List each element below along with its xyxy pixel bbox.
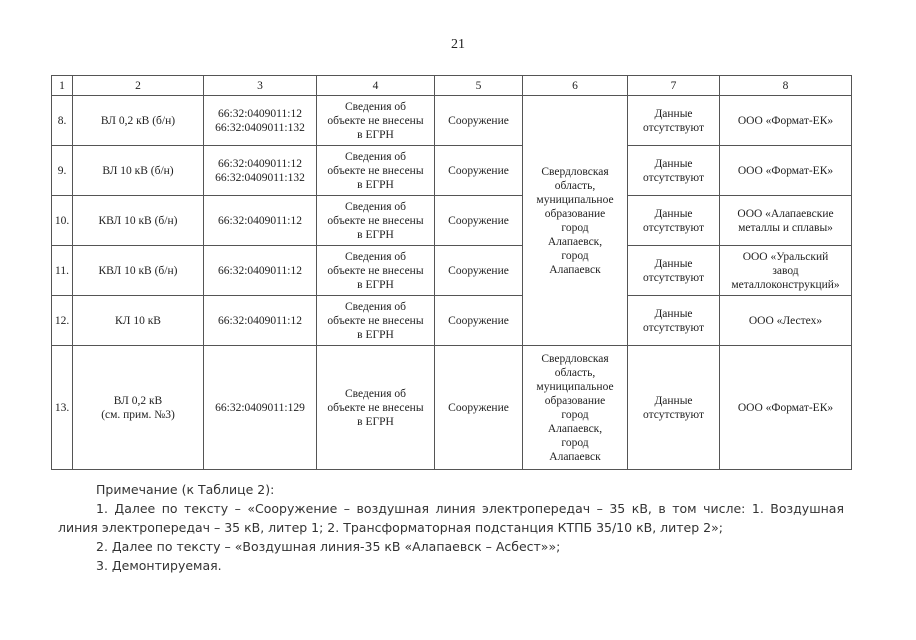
header-cell: 4 bbox=[317, 76, 435, 96]
location-line: город bbox=[561, 408, 589, 421]
note-item: 1. Далее по тексту – «Сооружение – воздушная линия электропередач – 35 кВ, в том числе: 1. Воздушная линия электропередач – 35 кВ, литер 1; 2. Трансформаторная подстанция КТПБ 35/10 кВ, литер 2»; bbox=[58, 501, 844, 535]
egrn-line: Сведения об bbox=[344, 387, 406, 400]
location-cell bbox=[523, 346, 628, 470]
egrn-line: Сведения об bbox=[344, 150, 406, 163]
cadastral-number: 66:32:0409011:12 bbox=[218, 214, 302, 227]
owner-line: ООО «Формат-ЕК» bbox=[737, 401, 834, 414]
egrn-line: объекте не внесены bbox=[327, 401, 424, 414]
object-type-cell: Сооружение bbox=[435, 296, 523, 346]
note-item: 3. Демонтируемая. bbox=[96, 558, 222, 573]
object-name-cell: КВЛ 10 кВ (б/н) bbox=[73, 246, 204, 296]
table-row bbox=[52, 296, 852, 346]
owner-line: завод bbox=[772, 264, 799, 277]
rights-line: Данные bbox=[654, 207, 693, 220]
cadastral-cell bbox=[204, 96, 317, 146]
header-cell: 7 bbox=[628, 76, 720, 96]
row-number-cell: 8. bbox=[52, 96, 73, 146]
row-number-cell: 12. bbox=[52, 296, 73, 346]
rights-line: Данные bbox=[654, 257, 693, 270]
cadastral-number: 66:32:0409011:12 bbox=[218, 107, 302, 120]
owner-line: металлы и сплавы» bbox=[738, 221, 833, 234]
header-cell: 5 bbox=[435, 76, 523, 96]
row-number-cell: 10. bbox=[52, 196, 73, 246]
object-name-cell: КЛ 10 кВ bbox=[73, 296, 204, 346]
egrn-line: объекте не внесены bbox=[327, 164, 424, 177]
cadastral-number: 66:32:0409011:132 bbox=[215, 121, 305, 134]
table-row bbox=[52, 196, 852, 246]
location-merged-cell bbox=[523, 96, 628, 346]
rights-line: Данные bbox=[654, 394, 693, 407]
cadastral-cell bbox=[204, 196, 317, 246]
rights-line: отсутствуют bbox=[642, 171, 704, 184]
object-name-cell: ВЛ 10 кВ (б/н) bbox=[73, 146, 204, 196]
note-item: 2. Далее по тексту – «Воздушная линия-35 кВ «Алапаевск – Асбест»»; bbox=[96, 539, 561, 554]
rights-line: отсутствуют bbox=[642, 221, 704, 234]
egrn-cell bbox=[317, 196, 435, 246]
egrn-line: объекте не внесены bbox=[327, 214, 424, 227]
egrn-cell bbox=[317, 346, 435, 470]
cadastral-cell bbox=[204, 296, 317, 346]
location-line: Свердловская bbox=[541, 352, 609, 365]
egrn-cell bbox=[317, 146, 435, 196]
location-line: Алапаевск bbox=[549, 263, 601, 276]
cadastral-number: 66:32:0409011:12 bbox=[218, 157, 302, 170]
owner-line: металлоконструкций» bbox=[731, 278, 840, 291]
egrn-line: объекте не внесены bbox=[327, 264, 424, 277]
object-type-cell: Сооружение bbox=[435, 96, 523, 146]
egrn-line: в ЕГРН bbox=[357, 328, 394, 341]
location-line: образование bbox=[544, 207, 606, 220]
cadastral-number: 66:32:0409011:132 bbox=[215, 171, 305, 184]
location-line: образование bbox=[544, 394, 606, 407]
owner-line: ООО «Формат-ЕК» bbox=[737, 164, 834, 177]
rights-line: отсутствуют bbox=[642, 408, 704, 421]
egrn-line: в ЕГРН bbox=[357, 278, 394, 291]
location-line: город bbox=[561, 221, 589, 234]
notes-title: Примечание (к Таблице 2): bbox=[96, 482, 275, 497]
rights-cell bbox=[628, 296, 720, 346]
owner-line: ООО «Лестех» bbox=[748, 314, 823, 327]
cadastral-number: 66:32:0409011:12 bbox=[218, 264, 302, 277]
object-type-cell: Сооружение bbox=[435, 146, 523, 196]
object-type-cell: Сооружение bbox=[435, 246, 523, 296]
owner-line: ООО «Формат-ЕК» bbox=[737, 114, 834, 127]
objects-table bbox=[51, 75, 852, 470]
table-row bbox=[52, 146, 852, 196]
rights-line: Данные bbox=[654, 107, 693, 120]
owner-cell bbox=[720, 96, 852, 146]
object-type-cell: Сооружение bbox=[435, 346, 523, 470]
header-cell: 8 bbox=[720, 76, 852, 96]
egrn-line: в ЕГРН bbox=[357, 228, 394, 241]
owner-line: ООО «Алапаевские bbox=[737, 207, 834, 220]
location-line: муниципальное bbox=[536, 193, 614, 206]
table-notes bbox=[58, 480, 844, 575]
egrn-cell bbox=[317, 296, 435, 346]
rights-cell bbox=[628, 146, 720, 196]
object-name-cell: КВЛ 10 кВ (б/н) bbox=[73, 196, 204, 246]
table-row bbox=[52, 96, 852, 146]
owner-line: ООО «Уральский bbox=[742, 250, 829, 263]
table-row bbox=[52, 246, 852, 296]
rights-line: отсутствуют bbox=[642, 271, 704, 284]
egrn-line: Сведения об bbox=[344, 300, 406, 313]
cadastral-cell bbox=[204, 146, 317, 196]
rights-line: Данные bbox=[654, 157, 693, 170]
rights-line: отсутствуют bbox=[642, 321, 704, 334]
rights-line: отсутствуют bbox=[642, 121, 704, 134]
egrn-line: в ЕГРН bbox=[357, 415, 394, 428]
cadastral-number: 66:32:0409011:129 bbox=[215, 401, 305, 414]
location-line: муниципальное bbox=[536, 380, 614, 393]
rights-cell bbox=[628, 246, 720, 296]
page-number: 21 bbox=[451, 37, 465, 52]
cadastral-cell bbox=[204, 246, 317, 296]
cadastral-number: 66:32:0409011:12 bbox=[218, 314, 302, 327]
egrn-line: объекте не внесены bbox=[327, 314, 424, 327]
row-number-cell: 13. bbox=[52, 346, 73, 470]
egrn-line: Сведения об bbox=[344, 100, 406, 113]
owner-cell bbox=[720, 146, 852, 196]
location-line: Алапаевск, bbox=[547, 235, 603, 248]
row-number-cell: 11. bbox=[52, 246, 73, 296]
location-line: город bbox=[561, 249, 589, 262]
header-cell: 3 bbox=[204, 76, 317, 96]
location-line: Алапаевск, bbox=[547, 422, 603, 435]
rights-cell bbox=[628, 96, 720, 146]
owner-cell bbox=[720, 196, 852, 246]
header-cell: 6 bbox=[523, 76, 628, 96]
owner-cell bbox=[720, 346, 852, 470]
table-row bbox=[52, 346, 852, 470]
location-line: Свердловская bbox=[541, 165, 609, 178]
rights-cell bbox=[628, 346, 720, 470]
object-name-line: (см. прим. №3) bbox=[101, 408, 175, 421]
egrn-line: Сведения об bbox=[344, 250, 406, 263]
egrn-line: объекте не внесены bbox=[327, 114, 424, 127]
row-number-cell: 9. bbox=[52, 146, 73, 196]
owner-cell bbox=[720, 296, 852, 346]
location-line: Алапаевск bbox=[549, 450, 601, 463]
location-line: область, bbox=[554, 179, 596, 192]
location-line: город bbox=[561, 436, 589, 449]
object-type-cell: Сооружение bbox=[435, 196, 523, 246]
header-cell: 1 bbox=[52, 76, 73, 96]
object-name-cell bbox=[73, 346, 204, 470]
egrn-cell bbox=[317, 246, 435, 296]
cadastral-cell bbox=[204, 346, 317, 470]
egrn-line: в ЕГРН bbox=[357, 128, 394, 141]
owner-cell bbox=[720, 246, 852, 296]
header-cell: 2 bbox=[73, 76, 204, 96]
location-line: область, bbox=[554, 366, 596, 379]
rights-line: Данные bbox=[654, 307, 693, 320]
egrn-line: в ЕГРН bbox=[357, 178, 394, 191]
rights-cell bbox=[628, 196, 720, 246]
object-name-cell: ВЛ 0,2 кВ (б/н) bbox=[73, 96, 204, 146]
table-header-row bbox=[52, 76, 852, 96]
object-name-line: ВЛ 0,2 кВ bbox=[113, 394, 163, 407]
egrn-line: Сведения об bbox=[344, 200, 406, 213]
egrn-cell bbox=[317, 96, 435, 146]
